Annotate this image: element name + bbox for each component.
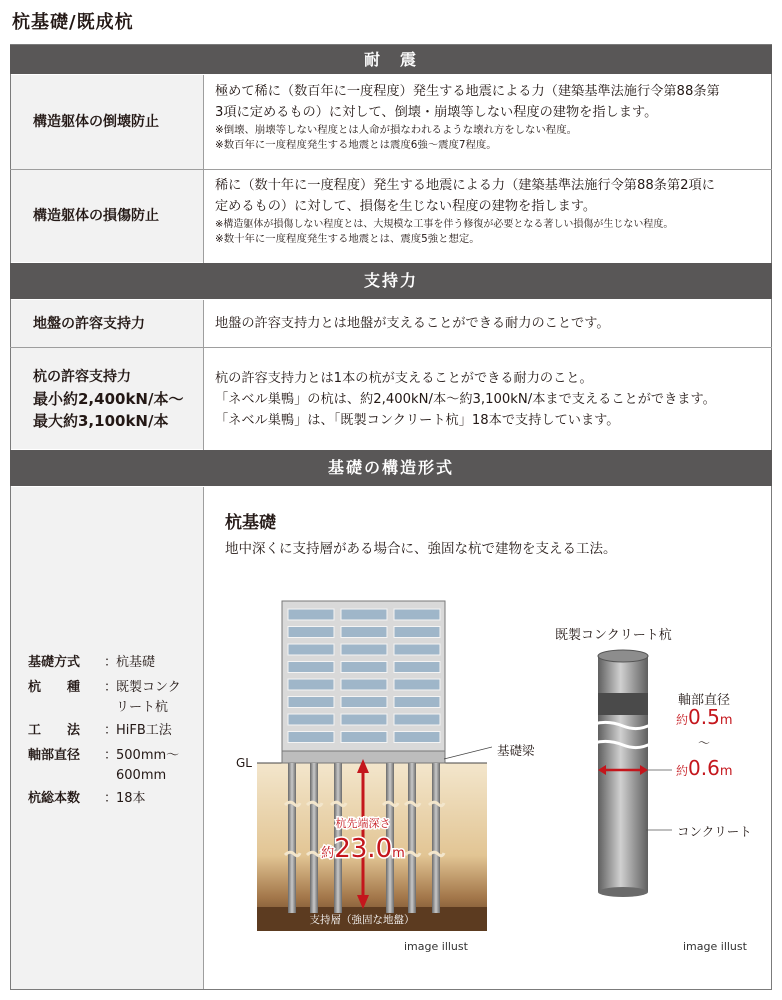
column-divider xyxy=(203,487,204,989)
spec-value: 600mm xyxy=(116,768,167,783)
spec-row xyxy=(28,652,155,673)
building-caption: image illust xyxy=(404,940,468,953)
building-window xyxy=(394,644,440,655)
damage-note-1: ※構造躯体が損傷しない程度とは、大規模な工事を伴う修復が必要となる著しい損傷が生じない程度。 xyxy=(215,219,674,230)
spec-key: 基礎方式 xyxy=(28,655,81,670)
depth-label: 杭先端深さ xyxy=(335,817,391,830)
building-window xyxy=(394,627,440,638)
pile xyxy=(432,763,440,913)
section-foundation-header: 基礎の構造形式 xyxy=(10,450,772,486)
spec-row xyxy=(28,745,179,766)
spec-value: HiFB工法 xyxy=(116,723,172,738)
spec-row xyxy=(28,788,146,809)
spec-colon: ： xyxy=(104,680,118,695)
building-window xyxy=(288,714,334,725)
building-window xyxy=(288,609,334,620)
gl-label: GL xyxy=(236,756,252,770)
pile xyxy=(288,763,296,913)
row-body-ground: 地盤の許容支持力とは地盤が支えることができる耐力のことです。 xyxy=(215,316,610,331)
section-bearing-header: 支持力 xyxy=(10,263,772,299)
building-window xyxy=(394,714,440,725)
spec-key: 軸部直径 xyxy=(28,748,81,763)
building-window xyxy=(341,662,387,673)
pile-caption: image illust xyxy=(683,940,747,953)
spec-value: 500mm～ xyxy=(116,748,180,763)
pile-bottom xyxy=(598,887,648,897)
row-body-damage xyxy=(215,175,765,247)
building-window xyxy=(288,732,334,743)
spec-value: 18本 xyxy=(116,791,146,806)
pile-capacity-text-1: 杭の許容支持力とは1本の杭が支えることができる耐力のこと。 xyxy=(215,371,593,386)
pile-capacity-max: 最大約3,100kN/本 xyxy=(33,411,169,430)
building-window xyxy=(341,697,387,708)
diameter-value-1: 約0.5m xyxy=(676,705,733,729)
row-label-ground: 地盤の許容支持力 xyxy=(11,300,203,347)
collapse-note-2: ※数百年に一度程度発生する地震とは震度6強～震度7程度。 xyxy=(215,139,497,151)
diameter-value-2: 約0.6m xyxy=(676,756,733,780)
pile xyxy=(310,763,318,913)
damage-text-1: 稀に（数十年に一度程度）発生する地震による力（建築基準法施行令第88条第2項に xyxy=(215,178,715,193)
building-window xyxy=(341,732,387,743)
pile xyxy=(408,763,416,913)
spec-key: 工 法 xyxy=(28,723,81,738)
damage-note-2: ※数十年に一度程度発生する地震とは、震度5強と想定。 xyxy=(215,233,480,245)
pile-capacity-text-3: 「ネベル巣鴨」は、「既製コンクリート杭」18本で支持しています。 xyxy=(215,413,620,428)
building-window xyxy=(288,662,334,673)
beam-label: 基礎梁 xyxy=(497,743,535,758)
spec-row xyxy=(28,677,181,698)
depth-value: 約23.0m xyxy=(321,834,405,864)
building-window xyxy=(288,679,334,690)
building-window xyxy=(341,609,387,620)
column-divider xyxy=(203,300,204,450)
column-divider xyxy=(203,75,204,263)
spec-row xyxy=(28,720,172,741)
pile-joint xyxy=(598,693,648,715)
row-body-pile-capacity xyxy=(215,368,765,431)
spec-value: 杭基礎 xyxy=(116,655,156,670)
building-window xyxy=(394,732,440,743)
collapse-note-1: ※倒壊、崩壊等しない程度とは人命が損なわれるような壊れ方をしない程度。 xyxy=(215,124,577,136)
spec-value: リート杭 xyxy=(116,700,169,715)
foundation-description: 地中深くに支持層がある場合に、強固な杭で建物を支える工法。 xyxy=(225,541,617,557)
row-label-collapse: 構造躯体の倒壊防止 xyxy=(11,75,203,169)
spec-row xyxy=(28,697,168,718)
spec-key: 杭 種 xyxy=(28,680,81,695)
building-window xyxy=(394,679,440,690)
pile-detail-illustration xyxy=(588,648,678,898)
collapse-text-1: 極めて稀に（数百年に一度程度）発生する地震による力（建築基準法施行令第88条第 xyxy=(215,84,720,99)
row-label-pile-capacity xyxy=(11,348,203,449)
spec-colon: ： xyxy=(104,748,118,763)
material-label: コンクリート xyxy=(677,824,752,839)
pile-top xyxy=(598,650,648,662)
bearing-layer-label: 支持層（強固な地盤） xyxy=(309,914,415,926)
building-window xyxy=(341,714,387,725)
collapse-text-2: 3項に定めるもの）に対して、倒壊・崩壊等しない程度の建物を指します。 xyxy=(215,105,658,120)
building-window xyxy=(341,627,387,638)
axis-diameter-label: 軸部直径 xyxy=(678,693,731,708)
spec-colon: ： xyxy=(104,791,118,806)
row-body-collapse xyxy=(215,81,765,153)
spec-key: 杭総本数 xyxy=(28,791,81,806)
diameter-tilde: ～ xyxy=(698,736,711,750)
row-label-damage: 構造躯体の損傷防止 xyxy=(11,170,203,262)
building-window xyxy=(341,679,387,690)
building-body xyxy=(282,601,445,751)
beam-leader xyxy=(444,747,492,759)
section-seismic-header: 耐 震 xyxy=(10,45,772,74)
spec-colon: ： xyxy=(104,723,118,738)
building-window xyxy=(288,644,334,655)
foundation-heading: 杭基礎 xyxy=(225,513,276,533)
spec-colon: ： xyxy=(104,655,118,670)
building-window xyxy=(394,662,440,673)
building-window xyxy=(288,627,334,638)
building-window xyxy=(394,609,440,620)
pile-capacity-title: 杭の許容支持力 xyxy=(33,368,131,385)
pile-capacity-min: 最小約2,400kN/本～ xyxy=(33,389,184,408)
spec-row xyxy=(28,765,166,786)
spec-value: 既製コンク xyxy=(116,680,181,695)
building-pile-illustration xyxy=(222,595,492,935)
building-window xyxy=(341,644,387,655)
damage-text-2: 定めるもの）に対して、損傷を生じない程度の建物を指します。 xyxy=(215,199,597,214)
building-window xyxy=(288,697,334,708)
page-title: 杭基礎/既成杭 xyxy=(12,12,134,33)
building-window xyxy=(394,697,440,708)
pile-illust-title: 既製コンクリート杭 xyxy=(555,628,672,643)
pile-capacity-text-2: 「ネベル巣鴨」の杭は、約2,400kN/本～約3,100kN/本まで支えることができます。 xyxy=(215,392,716,407)
